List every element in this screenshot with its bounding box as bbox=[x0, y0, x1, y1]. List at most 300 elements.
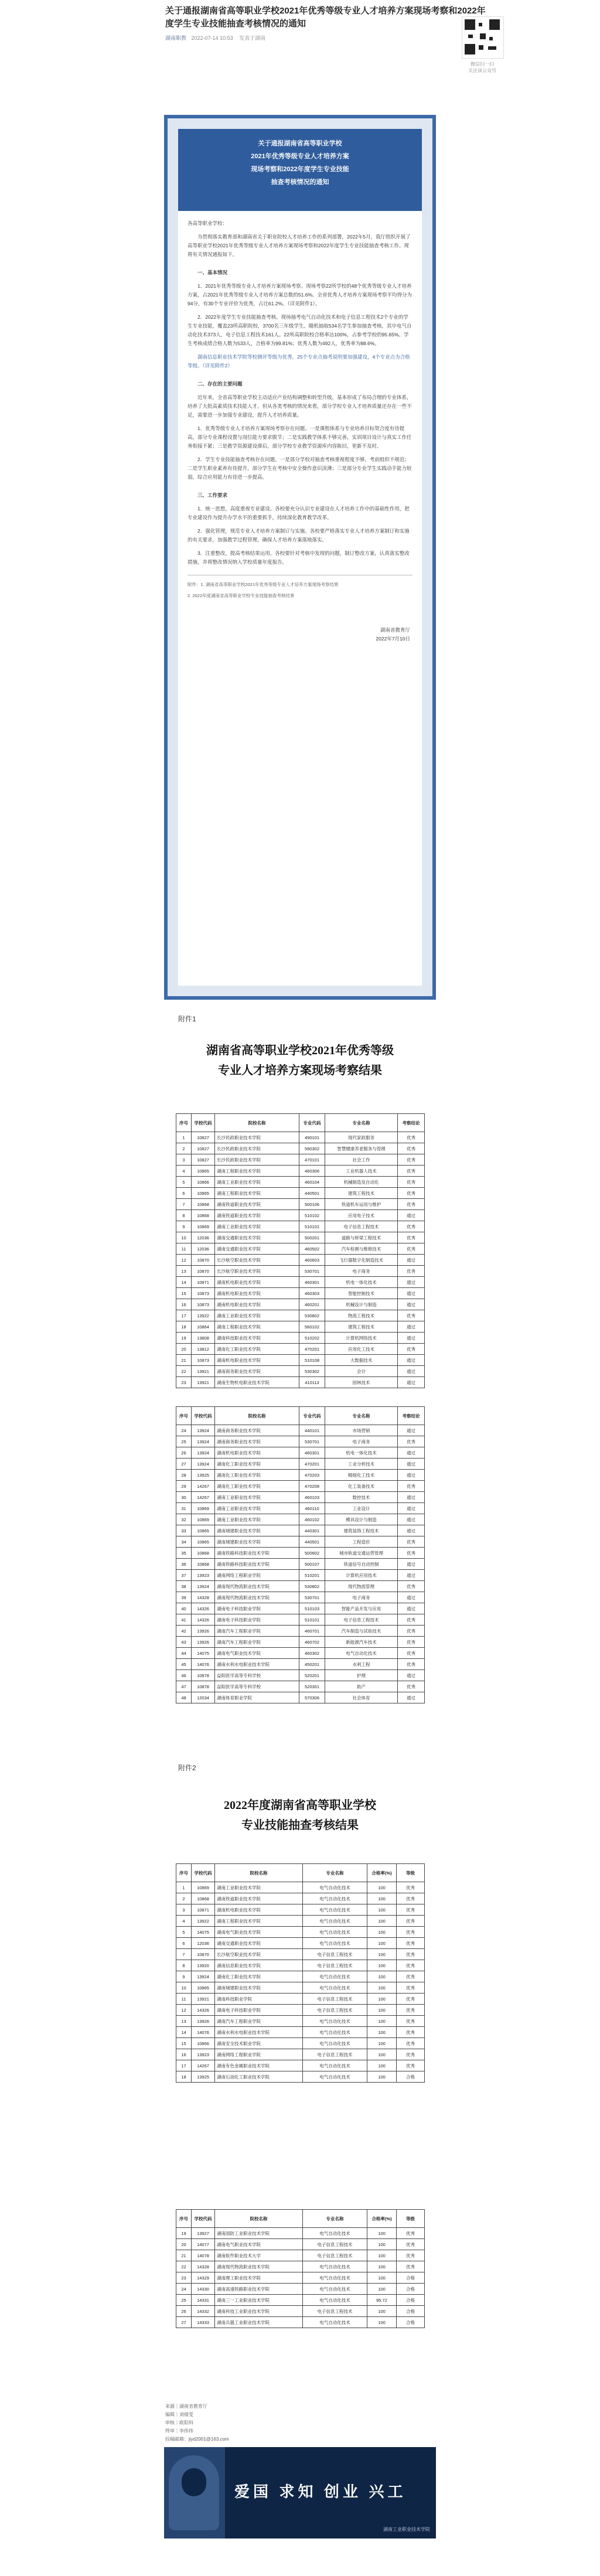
table-cell: 13 bbox=[176, 1266, 192, 1277]
table-cell: 湖南化工职业技术学院 bbox=[215, 1344, 299, 1355]
table-row bbox=[176, 1132, 425, 1143]
table-cell: 40 bbox=[176, 1603, 192, 1614]
paragraph: 2．学生专业技能抽查考核存在问题。一是部分学校对抽查考核重视程度不够，考前组织不规范；二是学生职业素养有待提升，部分学生在考核中安全操作意识淡薄；三是部分专业学生实践动手能力较弱，综合应用能力有待进一步提高。 bbox=[188, 456, 412, 480]
table-cell: 10827 bbox=[192, 1154, 215, 1166]
table-cell: 100 bbox=[367, 1982, 397, 1994]
table-cell: 12 bbox=[176, 2005, 192, 2016]
table-cell: 15 bbox=[176, 2038, 192, 2049]
table-cell: 通过 bbox=[398, 1210, 425, 1221]
table-cell: 19 bbox=[176, 1333, 192, 1344]
table-cell: 通过 bbox=[398, 1277, 425, 1288]
table-cell: 现代家政服务 bbox=[325, 1132, 398, 1143]
table-cell: 22 bbox=[176, 1366, 192, 1377]
table-row bbox=[176, 1288, 425, 1299]
table-cell: 电气自动化技术 bbox=[303, 2027, 367, 2038]
table-cell: 100 bbox=[367, 1971, 397, 1982]
table-cell: 电子信息工程技术 bbox=[303, 1994, 367, 2005]
table-cell: 优秀 bbox=[397, 1938, 425, 1949]
table-row bbox=[176, 2317, 425, 2328]
table-cell: 100 bbox=[367, 2317, 397, 2328]
table-row bbox=[176, 1344, 425, 1355]
table-cell: 460306 bbox=[299, 1166, 325, 1177]
table-cell: 优秀 bbox=[398, 1177, 425, 1188]
table-cell: 优秀 bbox=[398, 1648, 425, 1659]
table-cell: 优秀 bbox=[398, 1626, 425, 1637]
publish-location: 发表于湖南 bbox=[239, 35, 266, 41]
table-cell: 优秀 bbox=[398, 1166, 425, 1177]
qr-caption: 微信扫一扫 关注该公众号 bbox=[468, 62, 496, 73]
table-cell: 湖南机电职业技术学院 bbox=[215, 1299, 299, 1310]
table-cell: 湖南理工职业技术学院 bbox=[215, 2272, 303, 2284]
table-row bbox=[176, 1559, 425, 1570]
article-title: 关于通报湖南省高等职业学校2021年优秀等级专业人才培养方案现场考察和2022年度学生专业技能抽查考核情况的通知 bbox=[165, 6, 486, 29]
table-cell: 市场营销 bbox=[325, 1425, 398, 1436]
column-header: 考察结论 bbox=[398, 1114, 425, 1132]
table-cell: 湖南商务职业技术学院 bbox=[215, 1425, 299, 1436]
table-cell: 湖南石油化工职业技术学院 bbox=[215, 2071, 303, 2083]
table-cell: 470101 bbox=[299, 1154, 325, 1166]
table-row bbox=[176, 1581, 425, 1592]
section-heading: 一、基本情况 bbox=[197, 270, 228, 275]
table-cell: 湖南科技工业职业技术学院 bbox=[215, 2306, 303, 2317]
table-cell: 46 bbox=[176, 1670, 192, 1681]
table-cell: 520201 bbox=[299, 1670, 325, 1681]
table-cell: 47 bbox=[176, 1681, 192, 1692]
table-cell: 优秀 bbox=[397, 1982, 425, 1994]
table-cell: 湖南科技职业技术学院 bbox=[215, 1333, 299, 1344]
table-cell: 13920 bbox=[192, 1960, 215, 1971]
table-row bbox=[176, 1670, 425, 1681]
table-cell: 湖南生物机电职业技术学院 bbox=[215, 1377, 299, 1388]
addressee: 各高等职业学校： bbox=[188, 220, 228, 226]
table-cell: 4 bbox=[176, 1166, 192, 1177]
table-cell: 湖南化工职业技术学院 bbox=[215, 1971, 303, 1982]
table-cell: 湖南兵器工业职业技术学院 bbox=[215, 2317, 303, 2328]
table-row bbox=[176, 1637, 425, 1648]
table-cell: 13925 bbox=[192, 2071, 215, 2083]
table-cell: 湖南铁道职业技术学院 bbox=[215, 1199, 299, 1210]
banner-caption: 湖南工业职业技术学院 bbox=[383, 2527, 430, 2532]
intro-paragraph: 为贯彻落实教育部和湖南省关于职业院校人才培养工作的系列部署，2022年5月，我厅组织开展了高等职业学校2021年优秀等级专业人才培养方案现场考察和2022年度学生专业技能抽查考核工作。现将有关情况通报如下。 bbox=[188, 234, 411, 257]
table-cell: 大数据技术 bbox=[325, 1355, 398, 1366]
table-cell: 460301 bbox=[299, 1447, 325, 1459]
table-cell: 510202 bbox=[299, 1333, 325, 1344]
table-cell: 24 bbox=[176, 1425, 192, 1436]
table-cell: 470201 bbox=[299, 1344, 325, 1355]
table-cell: 36 bbox=[176, 1559, 192, 1570]
table-cell: 湖南商务职业技术学院 bbox=[215, 1366, 299, 1377]
table-cell: 530302 bbox=[299, 1366, 325, 1377]
signature-org: 湖南省教育厅 bbox=[380, 627, 410, 633]
table-row bbox=[176, 1893, 425, 1904]
table-cell: 湖南工程职业技术学院 bbox=[215, 1166, 299, 1177]
table-cell: 工业分析技术 bbox=[325, 1459, 398, 1470]
table-cell: 应用化工技术 bbox=[325, 1344, 398, 1355]
column-header: 院校名称 bbox=[215, 2210, 303, 2228]
table-cell: 电气自动化技术 bbox=[303, 2071, 367, 2083]
table-cell: 电气自动化技术 bbox=[303, 2261, 367, 2272]
table-cell: 城市轨道交通运营管理 bbox=[325, 1548, 398, 1559]
table-row bbox=[176, 1470, 425, 1481]
table-row bbox=[176, 1166, 425, 1177]
results-table bbox=[176, 1406, 425, 1703]
table-cell: 100 bbox=[367, 2239, 397, 2250]
table-row bbox=[176, 1366, 425, 1377]
table-cell: 560102 bbox=[299, 1321, 325, 1333]
table-cell: 10866 bbox=[192, 2038, 215, 2049]
column-header: 专业代码 bbox=[299, 1407, 325, 1425]
table-cell: 10870 bbox=[192, 1949, 215, 1960]
table-row bbox=[176, 1681, 425, 1692]
table-row bbox=[176, 1927, 425, 1938]
table-cell: 湖南水利水电职业技术学院 bbox=[215, 2027, 303, 2038]
table-row bbox=[176, 1459, 425, 1470]
table-row bbox=[176, 1266, 425, 1277]
table-row bbox=[176, 1525, 425, 1536]
table-cell: 湖南电气职业技术学院 bbox=[215, 1648, 299, 1659]
table-cell: 优秀 bbox=[397, 2250, 425, 2261]
table-cell: 440301 bbox=[299, 1525, 325, 1536]
table-cell: 520301 bbox=[299, 1681, 325, 1692]
table-cell: 优秀 bbox=[398, 1154, 425, 1166]
table-cell: 6 bbox=[176, 1938, 192, 1949]
table-cell: 14 bbox=[176, 2027, 192, 2038]
table-cell: 合格 bbox=[397, 2317, 425, 2328]
table-cell: 社会工作 bbox=[325, 1154, 398, 1166]
column-header: 专业名称 bbox=[325, 1114, 398, 1132]
table-cell: 通过 bbox=[398, 1492, 425, 1503]
table-cell: 10870 bbox=[192, 1255, 215, 1266]
table-cell: 优秀 bbox=[397, 1971, 425, 1982]
table-cell: 48 bbox=[176, 1692, 192, 1703]
table-cell: 12036 bbox=[192, 1232, 215, 1243]
table-cell: 14329 bbox=[192, 2272, 215, 2284]
table-cell: 530701 bbox=[299, 1592, 325, 1603]
table-cell: 100 bbox=[367, 2272, 397, 2284]
table-cell: 汽车检测与维修技术 bbox=[325, 1243, 398, 1255]
table-cell: 通过 bbox=[398, 1377, 425, 1388]
column-header: 专业名称 bbox=[303, 1864, 367, 1882]
table-cell: 100 bbox=[367, 2005, 397, 2016]
table-cell: 湖南交通职业技术学院 bbox=[215, 1243, 299, 1255]
table-row bbox=[176, 1994, 425, 2005]
table-cell: 100 bbox=[367, 1927, 397, 1938]
section-heading: 二、存在的主要问题 bbox=[197, 381, 243, 387]
column-header: 序号 bbox=[176, 1864, 192, 1882]
qr-code-icon bbox=[462, 16, 504, 59]
table-row bbox=[176, 2250, 425, 2261]
table-row bbox=[176, 1503, 425, 1514]
table-cell: 13921 bbox=[192, 1377, 215, 1388]
table-cell: 合格 bbox=[397, 2284, 425, 2295]
table-row bbox=[176, 1355, 425, 1366]
article-header bbox=[165, 5, 493, 42]
table-cell: 13926 bbox=[192, 1637, 215, 1648]
table-cell: 湖南机电职业技术学院 bbox=[215, 1355, 299, 1366]
table-cell: 现代物流管理 bbox=[325, 1581, 398, 1592]
table-cell: 5 bbox=[176, 1927, 192, 1938]
table-row bbox=[176, 1570, 425, 1581]
table-cell: 32 bbox=[176, 1514, 192, 1525]
table-cell: 电气自动化技术 bbox=[303, 2284, 367, 2295]
table-cell: 10873 bbox=[192, 1355, 215, 1366]
publish-date: 2022-07-14 10:53 bbox=[191, 35, 233, 41]
table-cell: 10869 bbox=[192, 1882, 215, 1893]
table-cell: 护理 bbox=[325, 1670, 398, 1681]
table-cell: 电气自动化技术 bbox=[303, 1927, 367, 1938]
table-cell: 14333 bbox=[192, 2317, 215, 2328]
table-cell: 12036 bbox=[192, 1938, 215, 1949]
table-cell: 湖南工业职业技术学院 bbox=[215, 1503, 299, 1514]
table-row bbox=[176, 1321, 425, 1333]
table-cell: 440501 bbox=[299, 1536, 325, 1548]
table-row bbox=[176, 2049, 425, 2060]
table-cell: 5 bbox=[176, 1177, 192, 1188]
table-cell: 湖南汽车工程职业学院 bbox=[215, 2016, 303, 2027]
table-row bbox=[176, 1916, 425, 1927]
table-cell: 14076 bbox=[192, 2027, 215, 2038]
table-cell: 湖南化工职业技术学院 bbox=[215, 1481, 299, 1492]
table-cell: 35 bbox=[176, 1548, 192, 1559]
table-row bbox=[176, 1614, 425, 1626]
table-row bbox=[176, 1333, 425, 1344]
table-cell: 优秀 bbox=[398, 1310, 425, 1321]
table-cell: 优秀 bbox=[398, 1143, 425, 1154]
table-cell: 湖南水利水电职业技术学院 bbox=[215, 1659, 299, 1670]
table-cell: 优秀 bbox=[397, 2239, 425, 2250]
table-cell: 100 bbox=[367, 2038, 397, 2049]
table-cell: 470208 bbox=[299, 1481, 325, 1492]
table-cell: 电子信息工程技术 bbox=[303, 1949, 367, 1960]
table-cell: 建筑装饰工程技术 bbox=[325, 1525, 398, 1536]
table-cell: 12034 bbox=[192, 1692, 215, 1703]
table-cell: 社会体育 bbox=[325, 1692, 398, 1703]
column-header: 序号 bbox=[176, 2210, 192, 2228]
table-cell: 100 bbox=[367, 1916, 397, 1927]
table-cell: 电子信息工程技术 bbox=[303, 2250, 367, 2261]
table-cell: 智能控制技术 bbox=[325, 1288, 398, 1299]
table-cell: 电子信息工程技术 bbox=[303, 2306, 367, 2317]
table-cell: 29 bbox=[176, 1481, 192, 1492]
table-cell: 14328 bbox=[192, 1592, 215, 1603]
table-cell: 优秀 bbox=[398, 1199, 425, 1210]
source-credits: 来源｜湖南省教育厅 编辑｜刘倩雯 审核｜欧阳科 终审｜李伟伟 投稿邮箱：jiyd2001@163.com bbox=[165, 2404, 229, 2442]
table-row bbox=[176, 1377, 425, 1388]
table-cell: 10865 bbox=[192, 1536, 215, 1548]
table-cell: 100 bbox=[367, 2261, 397, 2272]
table-cell: 39 bbox=[176, 1592, 192, 1603]
notice-document bbox=[178, 129, 422, 986]
table-cell: 10869 bbox=[192, 1221, 215, 1232]
table-cell: 湖南城建职业技术学院 bbox=[215, 1525, 299, 1536]
table-cell: 智能产品开发与应用 bbox=[325, 1603, 398, 1614]
table-cell: 13924 bbox=[192, 1971, 215, 1982]
column-header: 考察结论 bbox=[398, 1407, 425, 1425]
notice-frame bbox=[164, 115, 436, 1000]
table-cell: 13924 bbox=[192, 1436, 215, 1447]
table-cell: 12036 bbox=[192, 1243, 215, 1255]
paragraph: 2．2022年度学生专业技能抽查考核。现场抽考电气自动化技术和电子信息工程技术2个专业的学生专业技能，覆盖23所高职院校，3700名三年级学生。随机抽取534名学生参加抽查考核，其中电气自动化技术373人，电子信息工程技术161人。22所高职院校合格率达100%，占参考学校的95.65%。学生考核成绩合格人数为533人，合格率为99.81%；优秀人数为492人，优秀率为88.6%。 bbox=[188, 314, 412, 346]
table-row bbox=[176, 1243, 425, 1255]
table-cell: 优秀 bbox=[397, 2049, 425, 2060]
table-row bbox=[176, 1904, 425, 1916]
table-cell: 100 bbox=[367, 1960, 397, 1971]
table-cell: 410113 bbox=[299, 1377, 325, 1388]
table-cell: 优秀 bbox=[397, 1893, 425, 1904]
table-cell: 优秀 bbox=[398, 1548, 425, 1559]
table-cell: 21 bbox=[176, 2250, 192, 2261]
table-row bbox=[176, 1447, 425, 1459]
attachment-note: 附件：1. 湖南省高等职业学校2021年优秀等级专业人才培养方案现场考察结果 bbox=[188, 582, 339, 587]
table-cell: 13924 bbox=[192, 1459, 215, 1470]
table-cell: 湖南网络工程职业学院 bbox=[215, 2049, 303, 2060]
table-cell: 长沙航空职业技术学院 bbox=[215, 1255, 299, 1266]
table-cell: 13925 bbox=[192, 1470, 215, 1481]
table-cell: 13812 bbox=[192, 1344, 215, 1355]
table-cell: 合格 bbox=[397, 2306, 425, 2317]
table-cell: 机电一体化技术 bbox=[325, 1447, 398, 1459]
table-row bbox=[176, 1548, 425, 1559]
column-header: 学校代码 bbox=[192, 2210, 215, 2228]
table-cell: 13927 bbox=[192, 2228, 215, 2239]
account-link[interactable]: 湖南职教 bbox=[165, 35, 187, 41]
table-cell: 电子商务 bbox=[325, 1266, 398, 1277]
table-cell: 电气自动化技术 bbox=[303, 2060, 367, 2071]
table-cell: 湖南机电职业技术学院 bbox=[215, 1904, 303, 1916]
table-cell: 14326 bbox=[192, 2005, 215, 2016]
table-cell: 100 bbox=[367, 2306, 397, 2317]
table-cell: 铁道机车运用与维护 bbox=[325, 1199, 398, 1210]
table-cell: 440101 bbox=[299, 1425, 325, 1436]
table-cell: 优秀 bbox=[397, 1904, 425, 1916]
table-cell: 23 bbox=[176, 2272, 192, 2284]
table-cell: 机械设计与制造 bbox=[325, 1299, 398, 1310]
table-cell: 13924 bbox=[192, 1425, 215, 1436]
table-cell: 9 bbox=[176, 1971, 192, 1982]
table-cell: 电子信息工程技术 bbox=[303, 1960, 367, 1971]
table-cell: 25 bbox=[176, 2295, 192, 2306]
table-cell: 物流工程技术 bbox=[325, 1310, 398, 1321]
table-cell: 优秀 bbox=[397, 1960, 425, 1971]
table-header-row bbox=[176, 1114, 425, 1132]
table-cell: 4 bbox=[176, 1916, 192, 1927]
table-cell: 电气自动化技术 bbox=[325, 1648, 398, 1659]
table-cell: 530802 bbox=[299, 1310, 325, 1321]
table-cell: 14076 bbox=[192, 1659, 215, 1670]
table-cell: 500602 bbox=[299, 1548, 325, 1559]
table-cell: 7 bbox=[176, 1949, 192, 1960]
paragraph: 3．注重整改，提高考核结果运用。各校要针对考核中发现的问题，制订整改方案，认真落实整改措施，并将整改情况纳入学校质量年度报告。 bbox=[188, 550, 410, 565]
column-header: 院校名称 bbox=[215, 1407, 299, 1425]
table-cell: 化工装备技术 bbox=[325, 1481, 398, 1492]
table-cell: 25 bbox=[176, 1436, 192, 1447]
table-cell: 湖南工程职业技术学院 bbox=[215, 1188, 299, 1199]
table-cell: 460603 bbox=[299, 1255, 325, 1266]
table-row bbox=[176, 2295, 425, 2306]
table-cell: 湖南安全技术职业学院 bbox=[215, 2038, 303, 2049]
table-cell: 湖南网络工程职业学院 bbox=[215, 1570, 299, 1581]
paragraph: 1．优秀等级专业人才培养方案现场考察存在问题。一是课程体系与专业培养目标契合度有待提高，部分专业课程设置与岗位能力要求脱节；二是实践教学体系不够完善，实训项目设计与真实工作任务衔接不紧；三是教学资源建设滞后，部分学校专业教学资源库内容陈旧，更新不及时。 bbox=[188, 425, 412, 449]
table-cell: 优秀 bbox=[398, 1637, 425, 1648]
table-cell: 460702 bbox=[299, 1637, 325, 1648]
signature-date: 2022年7月10日 bbox=[376, 636, 410, 642]
table-cell: 23 bbox=[176, 1377, 192, 1388]
table-cell: 19 bbox=[176, 2228, 192, 2239]
table-row bbox=[176, 1143, 425, 1154]
table-cell: 湖南城建职业技术学院 bbox=[215, 1982, 303, 1994]
table-cell: 10865 bbox=[192, 1982, 215, 1994]
table-cell: 汽车制造与试验技术 bbox=[325, 1626, 398, 1637]
table-cell: 590302 bbox=[299, 1143, 325, 1154]
table-cell: 16 bbox=[176, 2049, 192, 2060]
table-cell: 通过 bbox=[398, 1333, 425, 1344]
table-cell: 优秀 bbox=[398, 1243, 425, 1255]
table-row bbox=[176, 2272, 425, 2284]
table-cell: 湖南铁路科技职业技术学院 bbox=[215, 1548, 299, 1559]
table-cell: 湖南电气职业技术学院 bbox=[215, 2239, 303, 2250]
attachment-label: 附件2 bbox=[178, 1764, 196, 1772]
column-header: 等级 bbox=[397, 2210, 425, 2228]
table-cell: 14267 bbox=[192, 1492, 215, 1503]
table-cell: 460103 bbox=[299, 1492, 325, 1503]
table-cell: 10868 bbox=[192, 1893, 215, 1904]
results-table bbox=[176, 1113, 425, 1388]
table-row bbox=[176, 1425, 425, 1436]
table-row bbox=[176, 1221, 425, 1232]
table-cell: 电气自动化技术 bbox=[303, 1893, 367, 1904]
table-cell: 20 bbox=[176, 1344, 192, 1355]
table-cell: 湖南三一工业职业技术学院 bbox=[215, 2295, 303, 2306]
column-header: 专业名称 bbox=[325, 1407, 398, 1425]
table-cell: 精细化工技术 bbox=[325, 1470, 398, 1481]
table-cell: 铁道信号自动控制 bbox=[325, 1559, 398, 1570]
table-cell: 460102 bbox=[299, 1514, 325, 1525]
table-cell: 7 bbox=[176, 1199, 192, 1210]
notice-body bbox=[188, 219, 412, 643]
table-row bbox=[176, 1659, 425, 1670]
table-cell: 湖南工业职业技术学院 bbox=[215, 1310, 299, 1321]
table-header-row bbox=[176, 1864, 425, 1882]
table-cell: 湖南商务职业技术学院 bbox=[215, 1436, 299, 1447]
table-cell: 100 bbox=[367, 2016, 397, 2027]
table-cell: 460502 bbox=[299, 1243, 325, 1255]
table-cell: 6 bbox=[176, 1188, 192, 1199]
table-cell: 工业机器人技术 bbox=[325, 1166, 398, 1177]
table-cell: 26 bbox=[176, 2306, 192, 2317]
article-meta bbox=[165, 34, 493, 42]
table-cell: 530701 bbox=[299, 1266, 325, 1277]
table-cell: 会计 bbox=[325, 1366, 398, 1377]
table-cell: 14075 bbox=[192, 1648, 215, 1659]
table-cell: 电气自动化技术 bbox=[303, 1904, 367, 1916]
table-cell: 电气自动化技术 bbox=[303, 2272, 367, 2284]
table-cell: 湖南工业职业技术学院 bbox=[215, 1882, 303, 1893]
table-cell: 530802 bbox=[299, 1581, 325, 1592]
table-cell: 10878 bbox=[192, 1670, 215, 1681]
table-cell: 460104 bbox=[299, 1177, 325, 1188]
table-cell: 湖南化工职业技术学院 bbox=[215, 1470, 299, 1481]
table-cell: 优秀 bbox=[397, 1949, 425, 1960]
table-cell: 电子信息工程技术 bbox=[325, 1221, 398, 1232]
table-cell: 建筑工程技术 bbox=[325, 1188, 398, 1199]
table-cell: 100 bbox=[367, 2284, 397, 2295]
table-cell: 440501 bbox=[299, 1188, 325, 1199]
table-row bbox=[176, 1492, 425, 1503]
table-cell: 应用电子技术 bbox=[325, 1210, 398, 1221]
table-cell: 湖南电气职业技术学院 bbox=[215, 1927, 303, 1938]
table-cell: 18 bbox=[176, 2071, 192, 2083]
table-cell: 31 bbox=[176, 1503, 192, 1514]
